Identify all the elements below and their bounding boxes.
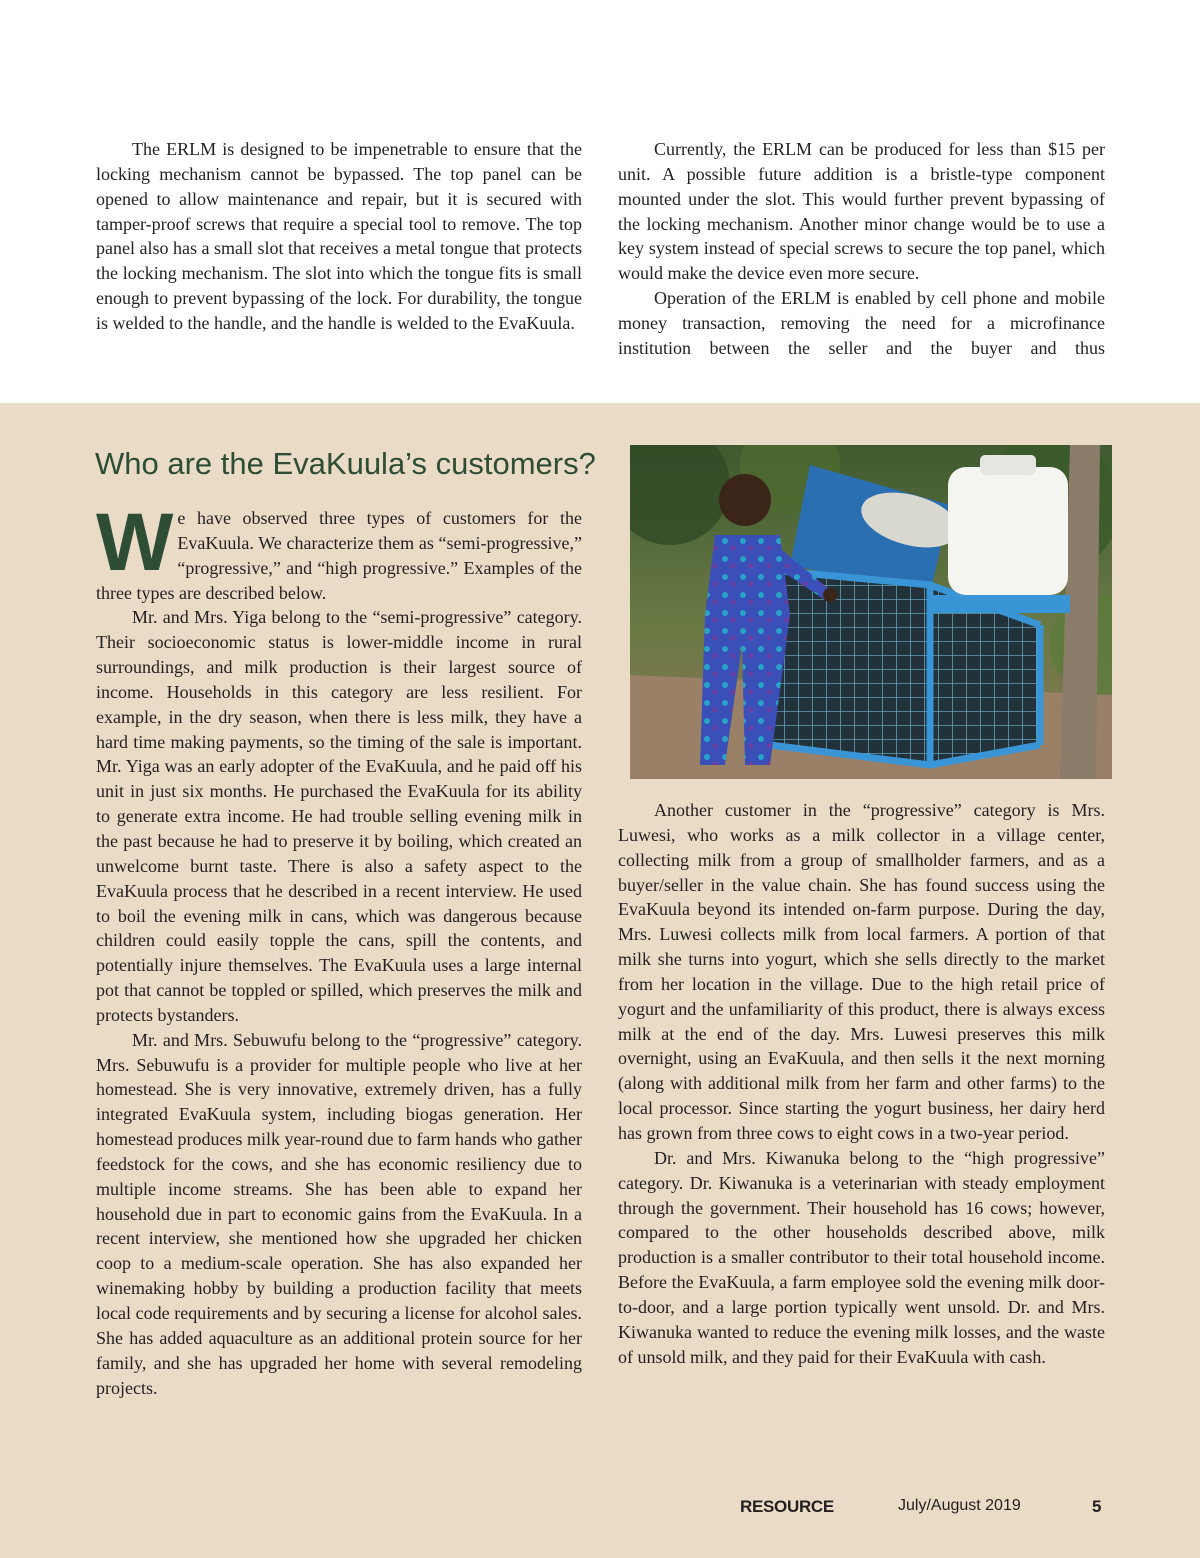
sidebar-paragraph: Another customer in the “progressive” category is Mrs. Luwesi, who works as a milk collector in a village center, collecting milk from a group of smallholder farmers, and as a buyer/seller in the value chain. She has found success using the EvaKuula beyond its intended on-farm purpose. During the day, Mrs. Luwesi collects milk from local farmers. A portion of that milk she turns into yogurt, which she sells directly to the market from her location in the village. Due to the high retail price of yogurt and the unfamiliarity of this product, there is always excess milk at the end of the day. Mrs. Luwesi preserves this milk overnight, using an EvaKuula, and then sells it the next morning (along with additional milk from her farm and other farms) to the local processor. Since starting the yogurt business, her dairy herd has grown from three cows to eight cows in a two-year period. — [618, 800, 1105, 1143]
article-paragraph: Operation of the ERLM is enabled by cell phone and mobile money transaction, removing the need for a microfinance institution between the seller and the buyer and thus — [618, 288, 1105, 358]
sidebar-title: Who are the EvaKuula’s customers? — [95, 446, 596, 481]
sidebar-column-right — [618, 798, 1105, 1369]
sidebar-column-left — [96, 497, 582, 1400]
page-number: 5 — [1092, 1497, 1102, 1516]
article-column-left — [96, 137, 582, 336]
evakuula-photo — [630, 445, 1112, 779]
sidebar-paragraph: Mr. and Mrs. Sebuwufu belong to the “progressive” category. Mrs. Sebuwufu is a provider for multiple people who live at her homestead. She is very innovative, extremely driven, has a fully integrated EvaKuula system, including biogas generation. Her homestead produces milk year-round due to farm hands who gather feedstock for the cows, and she has economic resiliency due to multiple income streams. She has been able to expand her household due in part to economic gains from the EvaKuula. In a recent interview, she mentioned how she upgraded her chicken coop to a medium-scale operation. She has also expanded her winemaking hobby by building a production facility that meets local code requirements and by securing a license for alcohol sales. She has added aquaculture as an additional protein source for her family, and she has upgraded her home with several remodeling projects. — [96, 1029, 582, 1398]
sidebar-intro-paragraph — [96, 497, 582, 605]
sidebar-paragraph: Dr. and Mrs. Kiwanuka belong to the “high progressive” category. Dr. Kiwanuka is a veterinarian with steady employment through the government. Their household has 16 cows; however, compared to the other households described above, milk production is a smaller contributor to their total household income. Before the EvaKuula, a farm employee sold the evening milk door-to-door, and a large portion typically went unsold. Dr. and Mrs. Kiwanuka wanted to reduce the evening milk losses, and the waste of unsold milk, and they paid for their EvaKuula with cash. — [618, 1147, 1105, 1367]
publication-name: RESOURCE — [740, 1497, 834, 1516]
sidebar-paragraph: Mr. and Mrs. Yiga belong to the “semi-progressive” category. Their socioeconomic status is lower-middle income in rural surroundings, and milk production is their largest source of income. Households in this category are less resilient. For example, in the dry season, when there is less milk, they have a hard time making payments, so the timing of the sale is important. Mr. Yiga was an early adopter of the EvaKuula, and he paid off his unit in just six months. He purchased the EvaKuula for its ability to generate extra income. He had trouble selling evening milk in the past because he had to preserve it by boiling, which created an unwelcome burnt taste. There is also a safety aspect to the EvaKuula process that he described in a recent interview. He used to boil the evening milk in cans, which was dangerous because children could easily topple the cans, spill the contents, and potentially injure themselves. The EvaKuula uses a large internal pot that cannot be toppled or spilled, which preserves the milk and protects bystanders. — [96, 607, 582, 1025]
article-paragraph: The ERLM is designed to be impenetrable to ensure that the locking mechanism cannot be bypassed. The top panel can be opened to allow maintenance and repair, but it is secured with tamper-proof screws that require a special tool to remove. The top panel also has a small slot that receives a metal tongue that protects the locking mechanism. The slot into which the tongue fits is small enough to prevent bypassing of the lock. For durability, the tongue is welded to the handle, and the handle is welded to the EvaKuula. — [96, 139, 582, 333]
article-paragraph: Currently, the ERLM can be produced for less than $15 per unit. A possible future addition is a bristle-type component mounted under the slot. This would further prevent bypassing of the locking mechanism. Another minor change would be to use a key system instead of special screws to secure the top panel, which would make the device even more secure. — [618, 139, 1105, 284]
article-column-right — [618, 137, 1105, 361]
drop-cap: W — [96, 497, 174, 588]
issue-date: July/August 2019 — [898, 1497, 1021, 1514]
intro-text: e have observed three types of customers for the EvaKuula. We characterize them as “semi-progressive,” “progressive,” and “high progressive.” Examples of the three types are described below. — [96, 508, 582, 603]
